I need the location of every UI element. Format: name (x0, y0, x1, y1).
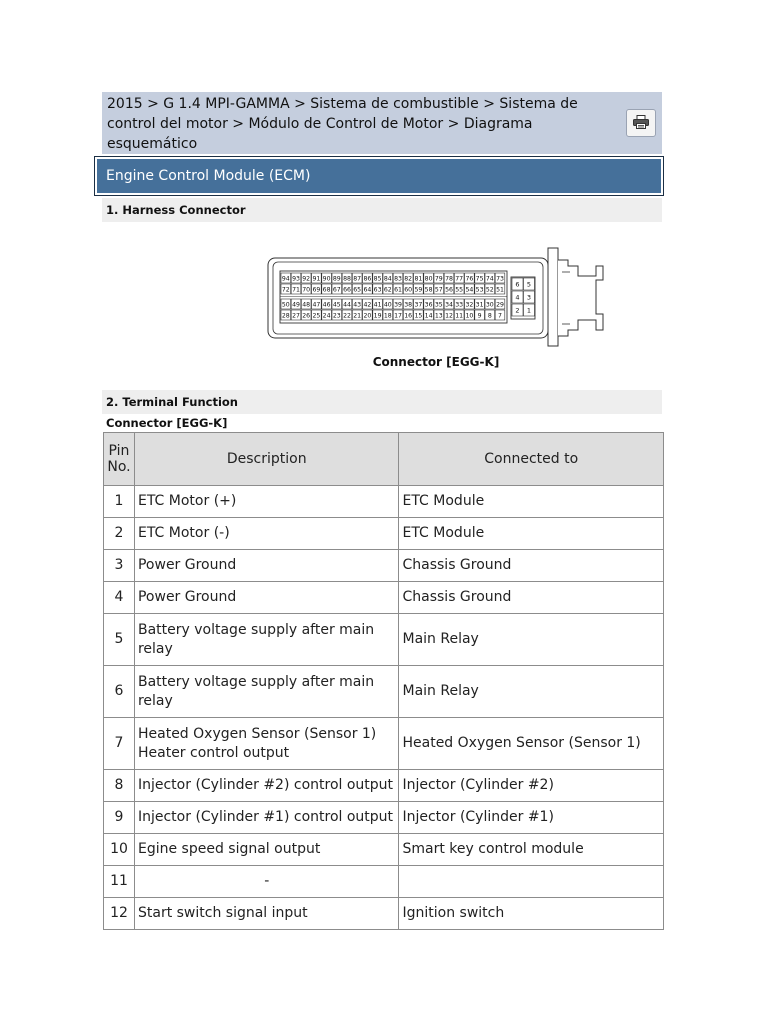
connected-cell: Main Relay (399, 614, 664, 666)
description-cell: ETC Motor (-) (134, 518, 399, 550)
svg-text:48: 48 (302, 301, 311, 309)
connected-cell: Chassis Ground (399, 550, 664, 582)
svg-text:33: 33 (455, 301, 464, 309)
description-cell: ETC Motor (+) (134, 486, 399, 518)
pin-cell: 2 (104, 518, 135, 550)
connector-pin (524, 291, 535, 303)
table-row (104, 518, 664, 550)
svg-text:10: 10 (465, 312, 474, 320)
connector-pin (312, 284, 322, 294)
svg-text:56: 56 (445, 286, 453, 294)
svg-text:20: 20 (363, 312, 372, 320)
connector-pin (332, 284, 342, 294)
pin-cell: 11 (104, 866, 135, 898)
svg-text:62: 62 (383, 286, 392, 294)
connector-pin (312, 299, 322, 309)
svg-text:11: 11 (455, 312, 464, 320)
svg-text:72: 72 (281, 286, 290, 294)
svg-text:23: 23 (332, 312, 341, 320)
connector-pin (475, 310, 485, 320)
svg-text:85: 85 (373, 275, 382, 283)
page-title-bar (94, 156, 664, 196)
connector-pin (383, 299, 393, 309)
print-button[interactable] (626, 109, 656, 137)
connector-pin (342, 310, 352, 320)
pin-cell: 6 (104, 666, 135, 718)
svg-text:5: 5 (526, 280, 532, 289)
connected-cell: Injector (Cylinder #2) (399, 770, 664, 802)
svg-text:51: 51 (496, 286, 504, 294)
svg-text:84: 84 (383, 275, 392, 283)
svg-text:29: 29 (496, 301, 504, 309)
description-cell: Heated Oxygen Sensor (Sensor 1) Heater control output (134, 718, 399, 770)
breadcrumb-text: 2015 > G 1.4 MPI-GAMMA > Sistema de combustible > Sistema de control del motor > Módulo de Control de Motor > Diagrama esquemático (107, 96, 578, 152)
svg-text:45: 45 (332, 301, 341, 309)
connected-cell: Smart key control module (399, 834, 664, 866)
terminal-function-table (103, 432, 664, 930)
connector-pin (322, 273, 332, 283)
connector-pin (465, 299, 475, 309)
connector-pin (332, 310, 342, 320)
connector-pin (424, 299, 434, 309)
connector-pin (322, 310, 332, 320)
svg-text:50: 50 (281, 301, 290, 309)
connector-pin (434, 284, 444, 294)
pin-cell: 12 (104, 898, 135, 930)
connector-pin (485, 299, 495, 309)
connector-pin (454, 310, 464, 320)
svg-text:78: 78 (445, 275, 453, 283)
connector-pin (444, 299, 454, 309)
connector-pin (393, 310, 403, 320)
header-description: Description (134, 433, 399, 486)
svg-text:46: 46 (322, 301, 331, 309)
connector-pin (475, 273, 485, 283)
svg-text:59: 59 (414, 286, 423, 294)
connector-pin (512, 291, 523, 303)
connector-pin (485, 284, 495, 294)
connector-pin (414, 284, 424, 294)
svg-text:13: 13 (434, 312, 443, 320)
connector-pin (301, 273, 311, 283)
description-cell: Injector (Cylinder #1) control output (134, 802, 399, 834)
svg-text:6: 6 (515, 280, 520, 289)
connector-svg (266, 246, 611, 350)
connector-pin (383, 310, 393, 320)
svg-text:19: 19 (373, 312, 382, 320)
connector-pin (414, 273, 424, 283)
header-pin: Pin No. (104, 433, 135, 486)
connector-pin (434, 310, 444, 320)
printer-icon (633, 114, 649, 133)
connector-pin (485, 273, 495, 283)
breadcrumb (102, 92, 662, 154)
svg-text:15: 15 (414, 312, 423, 320)
connector-pin (301, 310, 311, 320)
description-cell: Power Ground (134, 550, 399, 582)
svg-text:30: 30 (485, 301, 494, 309)
connector-pin (281, 273, 291, 283)
svg-text:41: 41 (373, 301, 382, 309)
section-heading-terminal: 2. Terminal Function (102, 390, 662, 414)
connector-pin (424, 284, 434, 294)
svg-text:38: 38 (404, 301, 413, 309)
connector-pin (312, 273, 322, 283)
svg-text:40: 40 (383, 301, 392, 309)
connector-pin (322, 284, 332, 294)
connector-pin (475, 284, 485, 294)
connector-pin (403, 273, 413, 283)
connector-pin (291, 273, 301, 283)
connector-pin (291, 299, 301, 309)
connector-pin (512, 278, 523, 290)
svg-text:9: 9 (477, 312, 482, 320)
connected-cell: Injector (Cylinder #1) (399, 802, 664, 834)
svg-text:75: 75 (475, 275, 484, 283)
connector-pin (373, 273, 383, 283)
svg-text:22: 22 (343, 312, 351, 320)
svg-text:31: 31 (475, 301, 484, 309)
connector-pin (414, 310, 424, 320)
connector-pin (414, 299, 424, 309)
svg-text:18: 18 (383, 312, 392, 320)
connector-pin (291, 284, 301, 294)
svg-text:60: 60 (404, 286, 413, 294)
connector-pin (352, 273, 362, 283)
table-header-row (104, 433, 664, 486)
svg-text:88: 88 (343, 275, 351, 283)
connector-pin (342, 299, 352, 309)
connector-pin (524, 278, 535, 290)
svg-text:66: 66 (343, 286, 351, 294)
svg-text:83: 83 (394, 275, 402, 283)
connector-pin (363, 284, 373, 294)
connector-pin (373, 310, 383, 320)
table-row (104, 802, 664, 834)
pin-cell: 3 (104, 550, 135, 582)
svg-text:35: 35 (434, 301, 443, 309)
svg-text:67: 67 (332, 286, 341, 294)
svg-text:7: 7 (498, 312, 502, 320)
connector-pin (485, 310, 495, 320)
svg-text:64: 64 (363, 286, 372, 294)
svg-text:53: 53 (475, 286, 484, 294)
pin-cell: 9 (104, 802, 135, 834)
svg-text:47: 47 (312, 301, 321, 309)
svg-text:44: 44 (343, 301, 351, 309)
pin-cell: 10 (104, 834, 135, 866)
table-row (104, 550, 664, 582)
connector-subheading: Connector [EGG-K] (106, 416, 228, 430)
connector-pin (512, 304, 523, 316)
svg-text:89: 89 (332, 275, 341, 283)
description-cell: Battery voltage supply after main relay (134, 666, 399, 718)
connector-pin (424, 273, 434, 283)
table-row (104, 614, 664, 666)
connector-diagram (266, 246, 611, 354)
connector-pin (495, 310, 505, 320)
svg-text:2: 2 (515, 306, 520, 315)
connector-pin (434, 273, 444, 283)
svg-text:79: 79 (434, 275, 443, 283)
pin-cell: 8 (104, 770, 135, 802)
table-row (104, 666, 664, 718)
svg-text:42: 42 (363, 301, 372, 309)
svg-text:90: 90 (322, 275, 331, 283)
connector-pin (393, 284, 403, 294)
svg-text:16: 16 (404, 312, 413, 320)
connector-pin (352, 310, 362, 320)
svg-text:61: 61 (394, 286, 402, 294)
table-row (104, 582, 664, 614)
description-cell: Battery voltage supply after main relay (134, 614, 399, 666)
connected-cell: ETC Module (399, 518, 664, 550)
svg-text:92: 92 (302, 275, 311, 283)
svg-text:65: 65 (353, 286, 362, 294)
svg-text:8: 8 (487, 312, 492, 320)
connector-pin (465, 273, 475, 283)
svg-text:24: 24 (322, 312, 331, 320)
connector-pin (495, 299, 505, 309)
table-row (104, 486, 664, 518)
connector-pin (373, 284, 383, 294)
connector-pin (434, 299, 444, 309)
connector-pin (301, 299, 311, 309)
pin-cell: 7 (104, 718, 135, 770)
svg-text:57: 57 (434, 286, 443, 294)
connector-pin (352, 299, 362, 309)
description-cell: - (134, 866, 399, 898)
connector-pin (332, 273, 342, 283)
svg-text:71: 71 (292, 286, 300, 294)
connector-pin (342, 284, 352, 294)
connector-pin (312, 310, 322, 320)
svg-text:52: 52 (485, 286, 494, 294)
svg-text:81: 81 (414, 275, 423, 283)
svg-text:43: 43 (353, 301, 362, 309)
svg-text:94: 94 (281, 275, 290, 283)
connected-cell: Heated Oxygen Sensor (Sensor 1) (399, 718, 664, 770)
svg-text:93: 93 (292, 275, 300, 283)
connector-pin (454, 299, 464, 309)
svg-text:91: 91 (312, 275, 321, 283)
table-row (104, 898, 664, 930)
connector-pin (281, 284, 291, 294)
connector-pin (363, 310, 373, 320)
connector-pin (495, 284, 505, 294)
svg-text:86: 86 (363, 275, 372, 283)
svg-text:39: 39 (394, 301, 402, 309)
svg-text:63: 63 (373, 286, 382, 294)
connector-pin (332, 299, 342, 309)
svg-text:77: 77 (455, 275, 464, 283)
connector-pin (403, 299, 413, 309)
connector-pin (444, 284, 454, 294)
svg-text:70: 70 (302, 286, 311, 294)
connector-pin (322, 299, 332, 309)
svg-text:12: 12 (445, 312, 453, 320)
svg-text:1: 1 (526, 306, 532, 315)
connector-pin (424, 310, 434, 320)
svg-text:74: 74 (485, 275, 494, 283)
svg-text:49: 49 (292, 301, 300, 309)
connector-pin (444, 310, 454, 320)
svg-text:26: 26 (302, 312, 311, 320)
connected-cell: Chassis Ground (399, 582, 664, 614)
table-row (104, 834, 664, 866)
connector-caption: Connector [EGG-K] (372, 355, 500, 369)
svg-text:80: 80 (424, 275, 433, 283)
svg-text:36: 36 (424, 301, 433, 309)
connector-pin (454, 273, 464, 283)
svg-text:87: 87 (353, 275, 362, 283)
svg-text:3: 3 (526, 293, 532, 302)
connector-pin (403, 310, 413, 320)
table-row (104, 866, 664, 898)
svg-text:4: 4 (515, 293, 520, 302)
svg-text:58: 58 (424, 286, 433, 294)
description-cell: Start switch signal input (134, 898, 399, 930)
connected-cell: Main Relay (399, 666, 664, 718)
connector-pin (281, 299, 291, 309)
svg-text:69: 69 (312, 286, 321, 294)
connector-pin (454, 284, 464, 294)
svg-text:37: 37 (414, 301, 423, 309)
page-title: Engine Control Module (ECM) (97, 159, 661, 193)
pin-cell: 1 (104, 486, 135, 518)
connector-pin (465, 310, 475, 320)
svg-text:76: 76 (465, 275, 474, 283)
header-connected: Connected to (399, 433, 664, 486)
svg-text:28: 28 (281, 312, 290, 320)
section-heading-harness: 1. Harness Connector (102, 198, 662, 222)
svg-text:55: 55 (455, 286, 464, 294)
svg-text:21: 21 (353, 312, 362, 320)
connector-pin (363, 273, 373, 283)
connector-pin (342, 273, 352, 283)
connector-pin (444, 273, 454, 283)
connector-pin (363, 299, 373, 309)
pin-cell: 5 (104, 614, 135, 666)
connector-pin (495, 273, 505, 283)
connector-pin (352, 284, 362, 294)
table-row (104, 718, 664, 770)
connector-pin (373, 299, 383, 309)
pin-cell: 4 (104, 582, 135, 614)
connector-pin (281, 310, 291, 320)
svg-text:32: 32 (465, 301, 474, 309)
description-cell: Power Ground (134, 582, 399, 614)
svg-text:73: 73 (496, 275, 504, 283)
connector-pin (301, 284, 311, 294)
connected-cell: Ignition switch (399, 898, 664, 930)
connector-pin (465, 284, 475, 294)
connector-pin (393, 273, 403, 283)
svg-text:68: 68 (322, 286, 331, 294)
connector-pin (393, 299, 403, 309)
svg-text:25: 25 (312, 312, 321, 320)
connector-pin (383, 273, 393, 283)
connector-pin (383, 284, 393, 294)
svg-text:17: 17 (394, 312, 402, 320)
svg-text:34: 34 (445, 301, 453, 309)
connected-cell: ETC Module (399, 486, 664, 518)
connected-cell (399, 866, 664, 898)
description-cell: Egine speed signal output (134, 834, 399, 866)
svg-text:54: 54 (465, 286, 474, 294)
connector-pin (475, 299, 485, 309)
connector-pin (524, 304, 535, 316)
svg-text:82: 82 (404, 275, 413, 283)
svg-text:27: 27 (292, 312, 300, 320)
table-row (104, 770, 664, 802)
connector-pin (291, 310, 301, 320)
svg-text:14: 14 (424, 312, 433, 320)
description-cell: Injector (Cylinder #2) control output (134, 770, 399, 802)
connector-pin (403, 284, 413, 294)
